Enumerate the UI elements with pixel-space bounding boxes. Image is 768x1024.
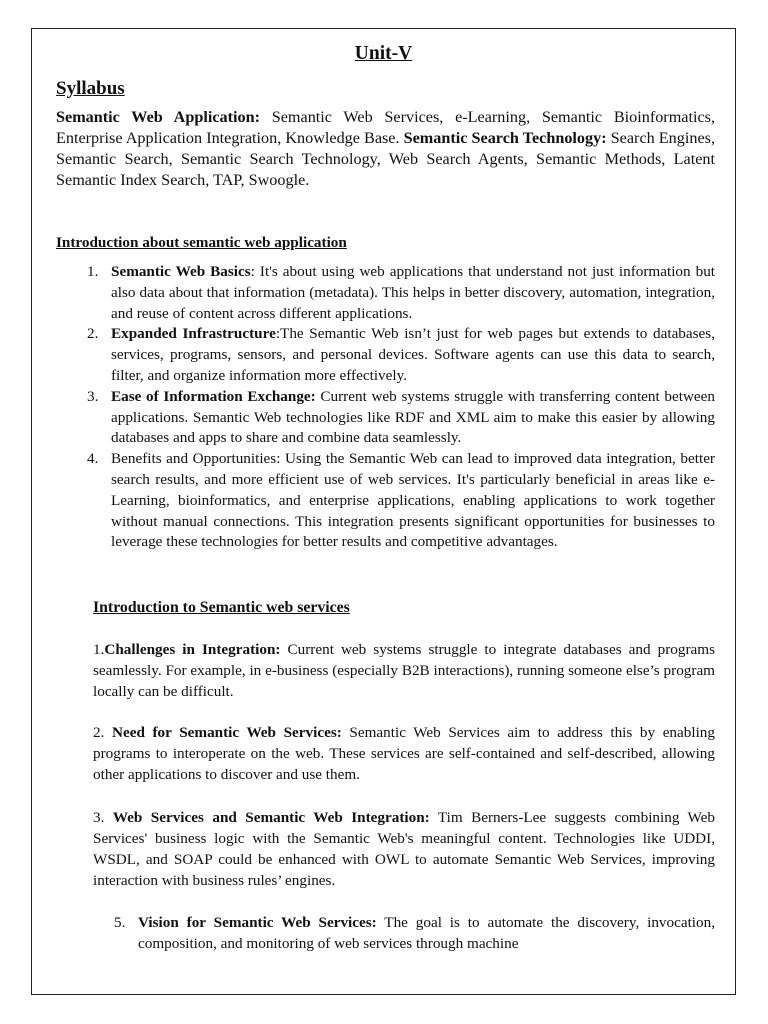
paragraph-label: Need for Semantic Web Services: xyxy=(112,724,342,741)
paragraph-label: Challenges in Integration: xyxy=(104,641,281,658)
list-item-text: Benefits and Opportunities: Using the Semantic Web can lead to improved data integration, better search results, and more efficient use of web services. It's particularly beneficial in areas like e-Learning, bioinformatics, and enterprise applications, enabling applications to work together without manual connections. This integration presents significant opportunities for businesses to leverage these technologies for better results and competitive advantages. xyxy=(111,450,715,551)
list-item xyxy=(87,324,715,386)
list-item-label: Expanded Infrastructure xyxy=(111,325,276,343)
services-paragraph-3 xyxy=(93,807,715,891)
syllabus-app-label: Semantic Web Application: xyxy=(56,108,260,126)
syllabus-search-label: Semantic Search Technology: xyxy=(403,129,607,147)
syllabus-app-text: Semantic Web Services, e-Learning, Semantic Bioinformatics, Enterprise Application Integration, Knowledge Base. xyxy=(56,108,716,147)
list-item-text: Current web systems struggle with transferring content between applications. Semantic Web technologies like RDF and XML aim to make this easier by allowing databases and apps to share and combine data seamlessly. xyxy=(111,387,715,447)
intro-services-heading: Introduction to Semantic web services xyxy=(93,599,350,616)
paragraph-number: 2. xyxy=(93,724,112,741)
list-item-text: :The Semantic Web isn’t just for web pages but extends to databases, services, programs, sensors, and personal devices. Software agents can use this data to search, filter, and organize information more effectively. xyxy=(111,325,716,384)
services-paragraph-1 xyxy=(93,639,715,702)
paragraph-label: Web Services and Semantic Web Integration: xyxy=(112,809,430,826)
page-frame xyxy=(31,28,736,995)
list-item-number: 1. xyxy=(87,263,99,280)
paragraph-number: 1. xyxy=(93,641,105,658)
list-item xyxy=(87,449,715,553)
list-item-label: Ease of Information Exchange: xyxy=(111,387,316,405)
list-item-label: Semantic Web Basics xyxy=(111,263,251,280)
paragraph-text: The goal is to automate the discovery, invocation, composition, and monitoring of web services through machine xyxy=(138,914,716,952)
list-item-text: : It's about using web applications that understand not just information but also data about that information (metadata). This helps in better discovery, automation, integration, and reuse of content across different applications. xyxy=(111,263,716,322)
intro-application-list xyxy=(87,262,715,553)
list-item-number: 4. xyxy=(87,450,99,468)
paragraph-label: Vision for Semantic Web Services: xyxy=(138,914,377,931)
services-paragraph-5 xyxy=(114,912,715,954)
paragraph-number: 3. xyxy=(93,809,113,826)
syllabus-heading: Syllabus xyxy=(56,78,125,99)
services-paragraph-2 xyxy=(93,722,715,785)
syllabus-search-text: Search Engines, Semantic Search, Semantic Search Technology, Web Search Agents, Semantic Methods, Latent Semantic Index Search, TAP, Swoogle. xyxy=(56,129,715,189)
list-item-number: 3. xyxy=(87,387,99,405)
list-item xyxy=(87,387,715,449)
intro-application-heading: Introduction about semantic web application xyxy=(56,234,347,251)
paragraph-text: Current web systems struggle to integrate databases and programs seamlessly. For example, in e-business (especially B2B interactions), running someone else’s program locally can be difficult. xyxy=(93,641,715,700)
syllabus-text xyxy=(56,107,715,191)
list-item xyxy=(87,262,715,324)
list-item-number: 2. xyxy=(87,325,99,343)
paragraph-text: Tim Berners-Lee suggests combining Web Services' business logic with the Semantic Web's meaningful content. Technologies like UDDI, WSDL, and SOAP could be enhanced with OWL to automate Semantic Web Services, improving interaction with business rules’ engines. xyxy=(93,809,716,889)
paragraph-text: Semantic Web Services aim to address this by enabling programs to interoperate on the web. These services are self-contained and self-described, allowing other applications to discover and use them. xyxy=(93,724,715,783)
paragraph-number: 5. xyxy=(114,914,126,931)
page-title: Unit-V xyxy=(354,43,413,64)
